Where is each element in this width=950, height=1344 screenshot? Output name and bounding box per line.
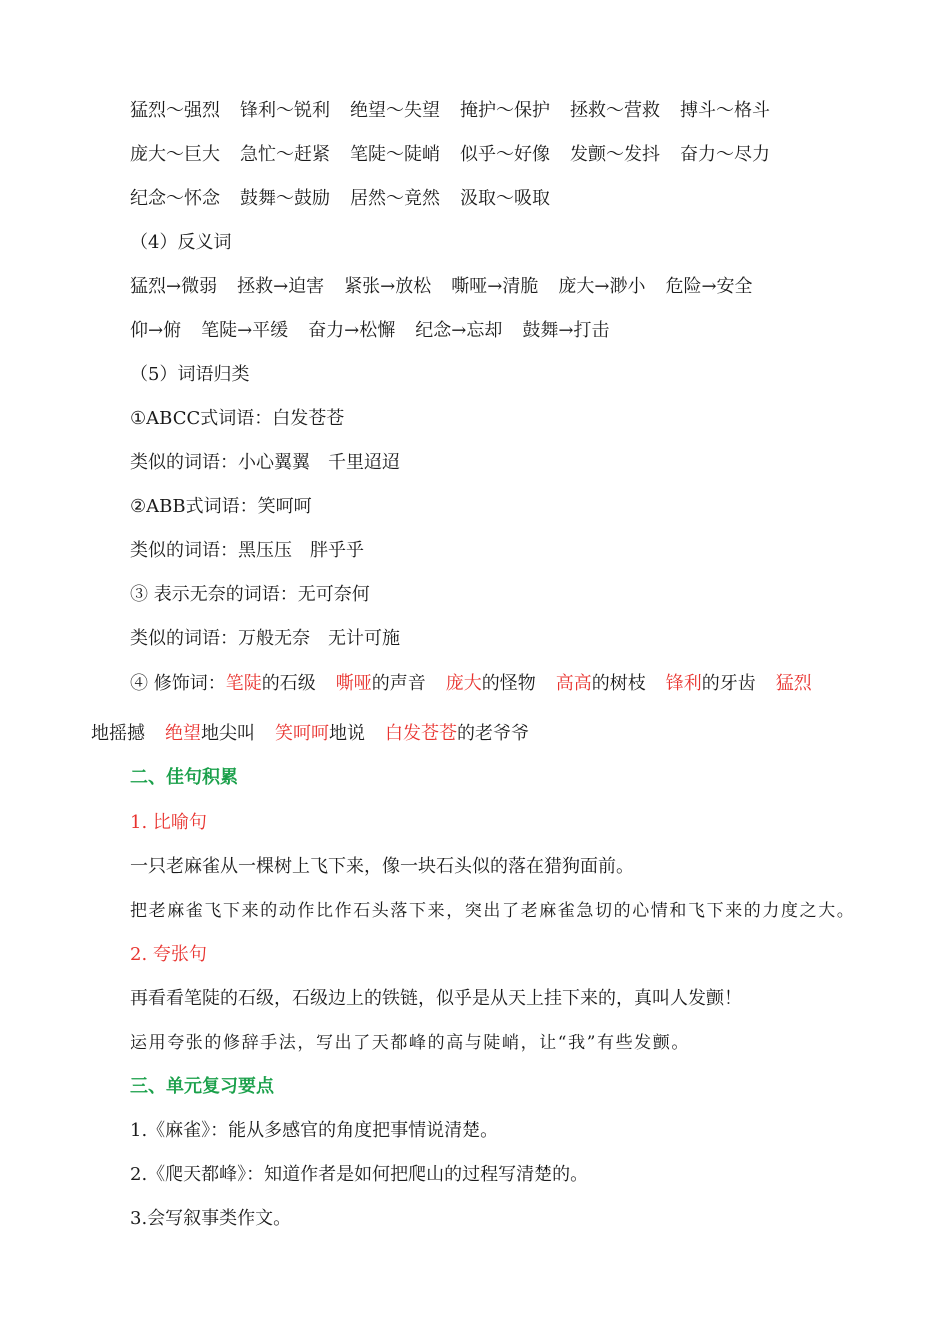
helpless-similar-line: 类似的词语：万般无奈 无计可施 — [130, 628, 400, 649]
antonym-row: 猛烈→微弱 拯救→迫害 紧张→放松 嘶哑→清脆 庞大→渺小 危险→安全 — [130, 276, 753, 297]
review-item: 1.《麻雀》：能从多感官的角度把事情说清楚。 — [130, 1120, 499, 1141]
review-item: 3.会写叙事类作文。 — [130, 1208, 292, 1229]
abcc-similar-line: 类似的词语：小心翼翼 千里迢迢 — [130, 452, 400, 473]
abcc-line: ①ABCC式词语：白发苍苍 — [130, 408, 345, 429]
modifier-line: ④ 修饰词：笔陡的石级 嘶哑的声音 庞大的怪物 高高的树枝 锋利的牙齿 猛烈 — [130, 673, 812, 694]
abb-similar-line: 类似的词语：黑压压 胖乎乎 — [130, 540, 364, 561]
simile-title: 1. 比喻句 — [130, 812, 207, 833]
synonym-row: 庞大～巨大 急忙～赶紧 笔陡～陡峭 似乎～好像 发颤～发抖 奋力～尽力 — [130, 144, 770, 165]
abb-line: ②ABB式词语：笑呵呵 — [130, 496, 312, 517]
simile-text: 一只老麻雀从一棵树上飞下来，像一块石头似的落在猎狗面前。 — [130, 856, 634, 877]
hyperbole-title: 2. 夸张句 — [130, 944, 207, 965]
synonym-row: 纪念～怀念 鼓舞～鼓励 居然～竟然 汲取～吸取 — [130, 188, 550, 209]
simile-note: 把老麻雀飞下来的动作比作石头落下来，突出了老麻雀急切的心情和飞下来的力度之大。 — [130, 901, 856, 921]
classify-heading: （5）词语归类 — [130, 364, 250, 385]
synonym-row: 猛烈～强烈 锋利～锐利 绝望～失望 掩护～保护 拯救～营救 搏斗～格斗 — [130, 100, 770, 121]
section-heading-review: 三、单元复习要点 — [130, 1076, 274, 1097]
review-item: 2.《爬天都峰》：知道作者是如何把爬山的过程写清楚的。 — [130, 1164, 589, 1185]
hyperbole-note: 运用夸张的修辞手法，写出了天都峰的高与陡峭，让“我”有些发颤。 — [130, 1033, 690, 1053]
modifier-line-continued: 地摇撼 绝望地尖叫 笑呵呵地说 白发苍苍的老爷爷 — [91, 723, 529, 744]
antonym-row: 仰→俯 笔陡→平缓 奋力→松懈 纪念→忘却 鼓舞→打击 — [130, 320, 610, 341]
section-heading-sentences: 二、佳句积累 — [130, 767, 238, 788]
modifier-label: ④ 修饰词： — [130, 673, 226, 694]
antonym-heading: （4）反义词 — [130, 232, 232, 253]
hyperbole-text: 再看看笔陡的石级，石级边上的铁链，似乎是从天上挂下来的，真叫人发颤！ — [130, 988, 742, 1009]
helpless-line: ③ 表示无奈的词语：无可奈何 — [130, 584, 370, 605]
